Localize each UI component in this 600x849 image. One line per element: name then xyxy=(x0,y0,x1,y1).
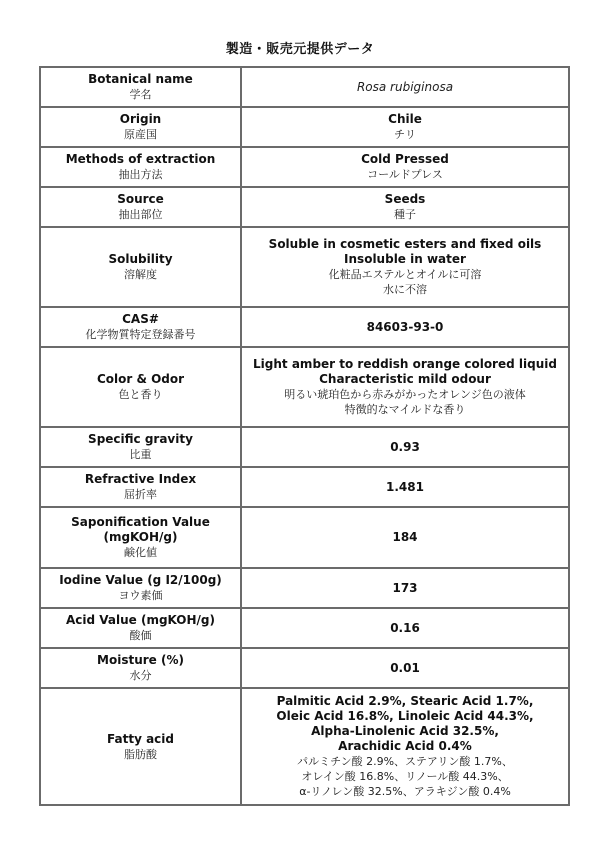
label-ja: 水分 xyxy=(129,669,152,682)
value-en: 1.481 xyxy=(386,479,424,494)
label-ja: 屈折率 xyxy=(124,488,157,501)
label-en-line: Saponification Value xyxy=(71,515,210,529)
label-ja: 比重 xyxy=(129,448,152,461)
value-ja: 種子 xyxy=(394,208,416,221)
value-en: Cold Pressed xyxy=(361,152,449,166)
label-en: Iodine Value (g I2/100g) xyxy=(59,573,222,587)
value-en: 0.16 xyxy=(390,620,420,635)
label-ja: 溶解度 xyxy=(124,268,157,281)
table-row xyxy=(40,67,569,107)
value-cell xyxy=(241,427,569,467)
value-cell xyxy=(241,147,569,187)
table-row xyxy=(40,688,569,805)
value-cell xyxy=(241,107,569,147)
value-cell xyxy=(241,507,569,568)
label-cell xyxy=(40,187,241,227)
label-ja: 酸価 xyxy=(129,629,152,642)
value-ja: コールドプレス xyxy=(367,168,443,181)
label-en: Source xyxy=(117,192,164,206)
label-cell xyxy=(40,107,241,147)
table-row xyxy=(40,507,569,568)
value-en-line: Soluble in cosmetic esters and fixed oils xyxy=(268,237,542,251)
value-en: Chile xyxy=(388,112,422,126)
label-en: Fatty acid xyxy=(107,731,174,746)
label-cell xyxy=(40,568,241,608)
table-row xyxy=(40,227,569,307)
label-cell xyxy=(40,147,241,187)
value-en-line: Alpha-Linolenic Acid 32.5%, xyxy=(311,724,499,738)
label-en: Solubility xyxy=(108,252,173,266)
label-cell xyxy=(40,307,241,347)
label-cell xyxy=(40,507,241,568)
table-row xyxy=(40,187,569,227)
table-row xyxy=(40,427,569,467)
table-row xyxy=(40,147,569,187)
label-ja: 鹸化値 xyxy=(124,546,157,559)
label-ja: 色と香り xyxy=(118,388,163,401)
value-cell xyxy=(241,187,569,227)
label-en: Origin xyxy=(119,112,162,126)
value-cell xyxy=(241,467,569,507)
label-en: Methods of extraction xyxy=(65,152,216,166)
value-cell xyxy=(241,608,569,648)
table-row xyxy=(40,648,569,688)
value-ja-line: 特徴的なマイルドな香り xyxy=(344,403,466,416)
label-en: Botanical name xyxy=(88,72,193,86)
value-ja-line: オレイン酸 16.8%、リノール酸 44.3%、 xyxy=(301,770,509,783)
label-ja: 抽出方法 xyxy=(118,168,163,181)
value-en-line: Arachidic Acid 0.4% xyxy=(338,739,472,753)
label-ja: 脂肪酸 xyxy=(124,747,157,761)
label-cell xyxy=(40,427,241,467)
label-en: Moisture (%) xyxy=(97,653,184,667)
value-ja-line: 水に不溶 xyxy=(383,283,427,296)
label-ja: ヨウ素価 xyxy=(118,589,163,602)
label-cell xyxy=(40,467,241,507)
label-en: Color & Odor xyxy=(96,372,185,386)
label-cell xyxy=(40,347,241,427)
value-en-line: Characteristic mild odour xyxy=(319,372,491,386)
label-cell xyxy=(40,648,241,688)
label-en: CAS# xyxy=(122,312,159,326)
table-row xyxy=(40,568,569,608)
label-en: Acid Value (mgKOH/g) xyxy=(65,613,216,627)
value-en: Rosa rubiginosa xyxy=(356,79,454,94)
value-cell xyxy=(241,688,569,805)
label-cell xyxy=(40,227,241,307)
value-en: 173 xyxy=(392,580,418,595)
label-en-line: (mgKOH/g) xyxy=(103,530,178,544)
value-en: 0.01 xyxy=(390,660,420,675)
label-ja: 原産国 xyxy=(124,128,157,141)
value-ja-line: パルミチン酸 2.9%、ステアリン酸 1.7%、 xyxy=(297,755,513,768)
label-ja: 抽出部位 xyxy=(118,208,163,221)
value-en-line: Insoluble in water xyxy=(344,252,466,266)
value-en: 184 xyxy=(392,530,418,544)
label-cell xyxy=(40,688,241,805)
table-row xyxy=(40,467,569,507)
value-cell xyxy=(241,347,569,427)
page-title: 製造・販売元提供データ xyxy=(225,42,375,57)
label-cell xyxy=(40,608,241,648)
value-cell xyxy=(241,648,569,688)
value-en-line: Oleic Acid 16.8%, Linoleic Acid 44.3%, xyxy=(276,709,534,723)
value-cell xyxy=(241,307,569,347)
value-ja-line: 明るい琥珀色から赤みがかったオレンジ色の液体 xyxy=(284,388,526,401)
spec-table xyxy=(39,66,570,806)
label-en: Refractive Index xyxy=(84,472,197,486)
value-en: 0.93 xyxy=(390,439,420,454)
table-row xyxy=(40,307,569,347)
table-row xyxy=(40,608,569,648)
value-ja-line: 化粧品エステルとオイルに可溶 xyxy=(328,268,482,281)
value-cell xyxy=(241,67,569,107)
label-cell xyxy=(40,67,241,107)
value-en-line: Palmitic Acid 2.9%, Stearic Acid 1.7%, xyxy=(276,694,534,708)
label-en: Specific gravity xyxy=(88,432,193,446)
table-row xyxy=(40,347,569,427)
value-en: Seeds xyxy=(384,192,426,206)
value-en: 84603-93-0 xyxy=(366,319,444,334)
value-ja-line: α-リノレン酸 32.5%、アラキジン酸 0.4% xyxy=(299,785,511,798)
value-cell xyxy=(241,568,569,608)
table-row xyxy=(40,107,569,147)
value-cell xyxy=(241,227,569,307)
label-ja: 化学物質特定登録番号 xyxy=(85,328,196,341)
value-ja: チリ xyxy=(394,128,416,141)
value-en-line: Light amber to reddish orange colored liquid xyxy=(253,357,557,371)
label-ja: 学名 xyxy=(129,88,152,101)
